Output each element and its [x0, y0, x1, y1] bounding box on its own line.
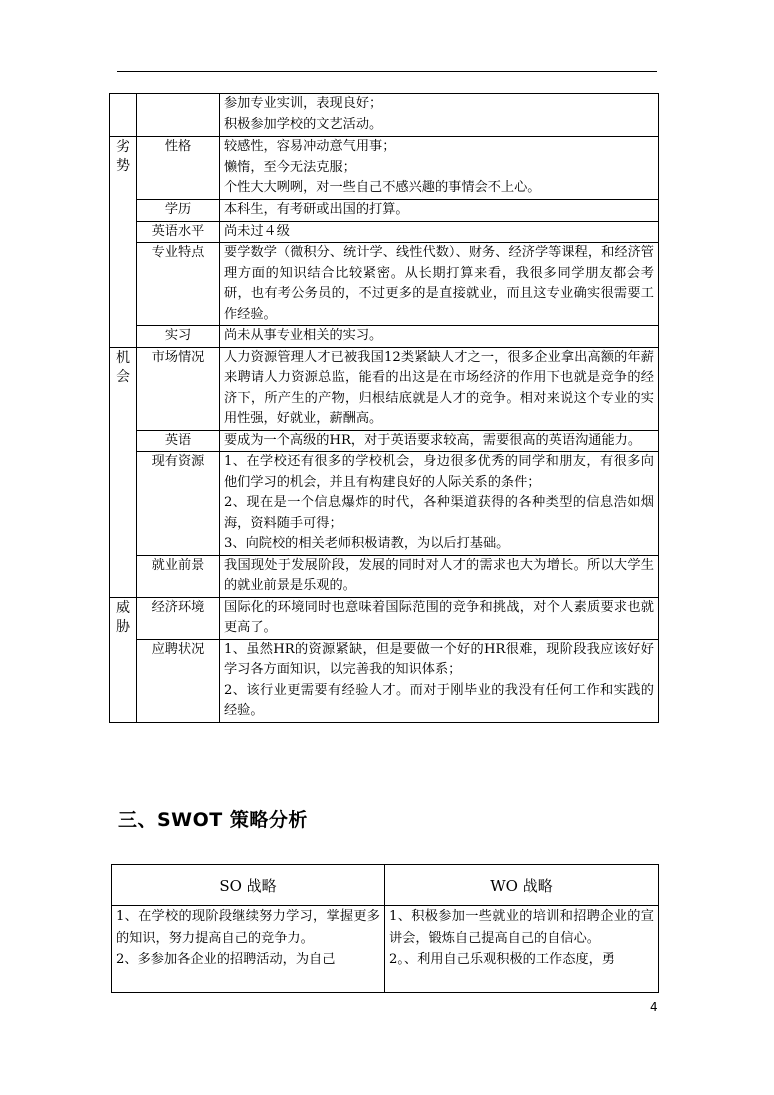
table-row [110, 430, 659, 452]
content-cell [220, 243, 659, 326]
content-cell [220, 200, 659, 222]
content-line: 积极参加学校的文艺活动。 [224, 116, 383, 132]
content-line: 个性大大咧咧，对一些自己不感兴趣的事情会不上心。 [224, 180, 541, 195]
content-cell [220, 555, 659, 597]
table-header-row [112, 865, 659, 906]
subcategory-cell: 实习 [137, 326, 220, 348]
subcategory-cell: 英语 [137, 430, 220, 452]
subcategory-cell: 就业前景 [137, 555, 220, 597]
page-number: 4 [650, 1000, 658, 1014]
content-line: 较感性，容易冲动意气用事； [224, 139, 396, 154]
content-line: 我国现处于发展阶段，发展的同时对人才的需求也大为增长。所以大学生的就业前景是乐观的。 [224, 557, 654, 593]
table-row [110, 452, 659, 556]
subcategory-cell: 性格 [137, 137, 220, 200]
table-row [110, 639, 659, 722]
category-label: 机 会 [116, 349, 130, 385]
so-strategy-header: SO 战略 [112, 865, 385, 906]
table-row [110, 347, 659, 430]
table-row [110, 243, 659, 326]
category-weakness [110, 137, 137, 348]
content-line: 1、在学校的现阶段继续努力学习，掌握更多的知识，努力提高自己的竞争力。 [116, 909, 380, 946]
table-row [110, 94, 659, 137]
swot-analysis-table [109, 93, 659, 723]
category-threat [110, 597, 137, 722]
category-opportunity [110, 347, 137, 597]
table-row [110, 221, 659, 243]
content-line: 2、该行业更需要有经验人才。而对于刚毕业的我没有任何工作和实践的经验。 [224, 682, 654, 718]
table-row [112, 906, 659, 993]
content-cell [220, 597, 659, 639]
content-cell [220, 639, 659, 722]
subcategory-cell [137, 94, 220, 137]
content-line: 国际化的环境同时也意味着国际范围的竞争和挑战，对个人素质要求也就更高了。 [224, 599, 654, 635]
content-line: 2、多参加各企业的招聘活动，为自己 [116, 952, 336, 967]
table-row [110, 597, 659, 639]
content-cell [220, 452, 659, 556]
subcategory-cell: 英语水平 [137, 221, 220, 243]
content-line: 2。、利用自己乐观积极的工作态度，勇 [389, 952, 615, 967]
content-line: 2、现在是一个信息爆炸的时代，各种渠道获得的各种类型的信息浩如烟海，资料随手可得； [224, 495, 654, 531]
wo-strategy-header: WO 战略 [385, 865, 659, 906]
content-line: 人力资源管理人才已被我国12类紧缺人才之一，很多企业拿出高额的年薪来聘请人力资源总监，能看的出这是在市场经济的作用下也就是竞争的经济下，所产生的产物，归根结底就是人才的竞争。相对来说这个专业的实用性强，好就业，薪酬高。 [224, 349, 654, 426]
content-cell [220, 326, 659, 348]
content-line: 要学数学（微积分、统计学、线性代数）、财务、经济学等课程，和经济管理方面的知识结合比较紧密。从长期打算来看，我很多同学朋友都会考研，也有考公务员的，不过更多的是直接就业，而且这专业确实很需要工作经验。 [224, 245, 654, 322]
table-row [110, 326, 659, 348]
content-line: 要成为一个高级的HR，对于英语要求较高，需要很高的英语沟通能力。 [224, 432, 642, 448]
subcategory-cell: 学历 [137, 200, 220, 222]
subcategory-cell: 现有资源 [137, 452, 220, 556]
section-title: 三、SWOT 策略分析 [118, 809, 308, 831]
table-row [110, 200, 659, 222]
category-label: 劣 势 [116, 139, 130, 174]
content-line: 尚未过４级 [224, 223, 290, 239]
content-line: 懒惰，至今无法克服； [224, 159, 356, 175]
content-line: 3、向院校的相关老师积极请教，为以后打基础。 [224, 536, 510, 551]
header-rule [117, 71, 657, 72]
subcategory-cell: 市场情况 [137, 347, 220, 430]
content-line: 1、在学校还有很多的学校机会，身边很多优秀的同学和朋友，有很多向他们学习的机会，并且有构建良好的人际关系的条件； [224, 454, 654, 490]
content-line: 本科生，有考研或出国的打算。 [224, 202, 409, 217]
so-strategy-cell [112, 906, 385, 993]
wo-strategy-cell [385, 906, 659, 993]
strategy-table [111, 864, 659, 993]
content-line: 参加专业实训，表现良好； [224, 96, 383, 111]
content-cell [220, 94, 659, 137]
table-row [110, 555, 659, 597]
content-cell [220, 430, 659, 452]
subcategory-cell: 应聘状况 [137, 639, 220, 722]
subcategory-cell: 经济环境 [137, 597, 220, 639]
category-cell [110, 94, 137, 137]
content-cell [220, 137, 659, 200]
subcategory-cell: 专业特点 [137, 243, 220, 326]
content-line: 1、积极参加一些就业的培训和招聘企业的宣讲会，锻炼自己提高自己的自信心。 [389, 909, 654, 946]
content-cell [220, 347, 659, 430]
content-line: 尚未从事专业相关的实习。 [224, 328, 383, 343]
category-label: 威 胁 [116, 599, 130, 635]
content-line: 1、虽然HR的资源紧缺，但是要做一个好的HR很难，现阶段我应该好好学习各方面知识，以完善我的知识体系； [224, 641, 654, 677]
table-row [110, 137, 659, 200]
content-cell [220, 221, 659, 243]
